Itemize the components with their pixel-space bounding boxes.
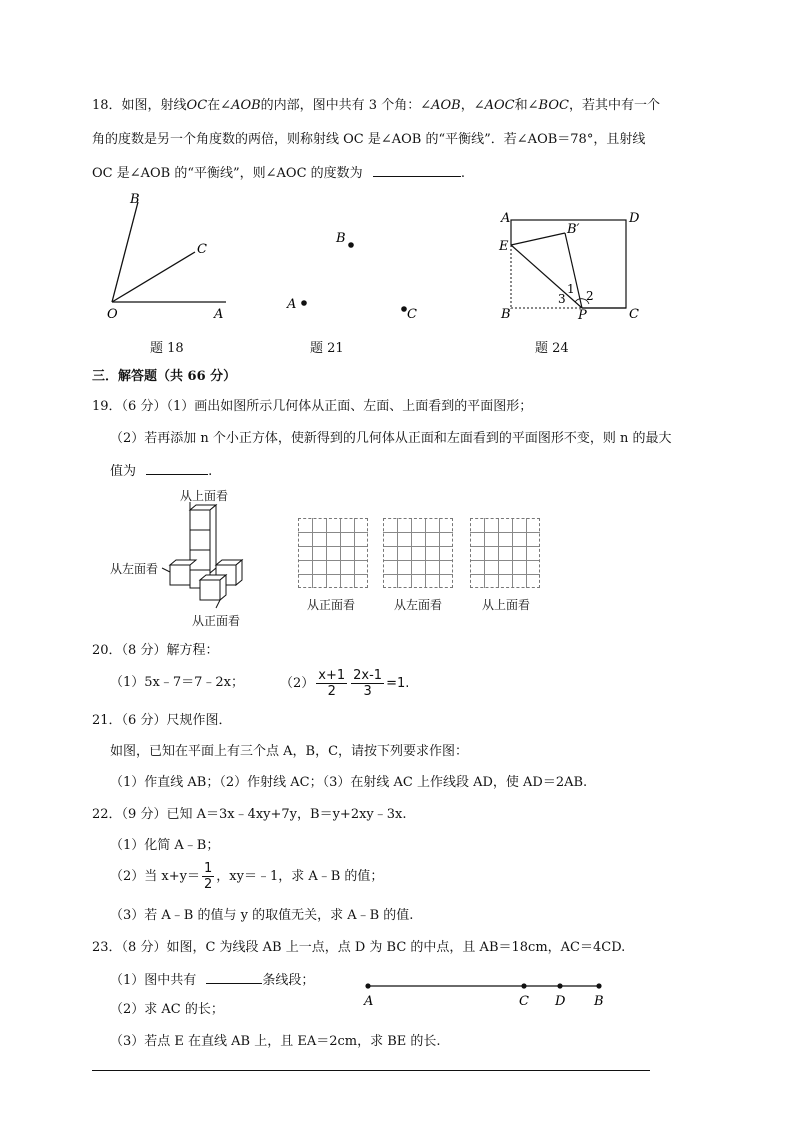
text: 18．如图，射线: [92, 98, 187, 113]
q19-line-1: 19．（6 分）（1）画出如图所示几何体从正面、左面、上面看到的平面图形；: [92, 399, 533, 414]
fraction-1: [316, 668, 347, 699]
grid-front-view[interactable]: [298, 518, 368, 588]
label-from-front: 从正面看: [192, 614, 241, 628]
text: AOB: [431, 98, 461, 113]
text: （2）当 x+y＝: [110, 869, 200, 884]
label-1: 1: [567, 282, 575, 296]
q21-line-1: 21．（6 分）尺规作图．: [92, 713, 232, 728]
caption-24: 题 24: [535, 341, 569, 356]
text: AOB: [231, 98, 261, 113]
grid-left-view[interactable]: [383, 518, 453, 588]
label-d: D: [629, 211, 640, 226]
cube-solid-figure: [160, 502, 270, 614]
label-a: A: [287, 297, 297, 312]
label-3: 3: [558, 292, 566, 306]
section-heading: 三．解答题（共 66 分）: [92, 369, 237, 384]
text: 条线段；: [262, 973, 315, 988]
q22-part-2: [110, 861, 383, 893]
q23-part-3: （3）若点 E 在直线 AB 上，且 EA＝2cm，求 BE 的长.: [110, 1034, 441, 1049]
answer-blank[interactable]: [373, 163, 461, 177]
grid-top-view[interactable]: [470, 518, 540, 588]
label-a: A: [501, 211, 511, 226]
q23-part-1: [110, 970, 314, 990]
label-b: B: [130, 192, 140, 207]
text: 值为: [110, 464, 137, 479]
figure-24: [495, 205, 645, 320]
denominator: 2: [327, 684, 336, 699]
fraction-2: [351, 668, 384, 699]
label-a: A: [364, 994, 374, 1009]
label-a: A: [214, 307, 224, 322]
text: 在∠: [207, 98, 232, 113]
q19-line-3: [110, 461, 212, 481]
figure-21: [280, 220, 430, 330]
label-c: C: [629, 307, 639, 320]
q21-line-2: 如图，已知在平面上有三个点 A，B，C，请按下列要求作图：: [110, 744, 469, 759]
text: .: [460, 166, 465, 181]
text: 和∠: [514, 98, 539, 113]
numerator: 1: [203, 861, 213, 876]
label-b-prime: B′: [567, 222, 580, 237]
q20-line-1: 20．（8 分）解方程：: [92, 643, 219, 658]
fraction-half: [202, 861, 214, 892]
label-p: P: [578, 308, 587, 320]
caption-18: 题 18: [150, 341, 184, 356]
q21-line-3: （1）作直线 AB；（2）作射线 AC；（3）在射线 AC 上作线段 AD，使 AD＝2AB.: [110, 775, 588, 790]
q19-line-2: （2）若再添加 n 个小正方体，使新得到的几何体从正面和左面看到的平面图形不变，则 n 的最大: [110, 431, 672, 446]
q23-line-1: 23．（8 分）如图，C 为线段 AB 上一点，点 D 为 BC 的中点，且 AB＝18cm，AC＝4CD.: [92, 940, 626, 955]
label-2: 2: [586, 289, 594, 303]
segment-figure: [358, 976, 618, 1012]
label-c: C: [197, 242, 207, 257]
grid-label-left: 从左面看: [394, 598, 443, 612]
text: .: [208, 464, 213, 479]
label-b: B: [501, 307, 511, 320]
text: ，∠: [460, 98, 485, 113]
answer-blank[interactable]: [206, 970, 262, 984]
label-b: B: [336, 231, 346, 246]
text: ，若其中有一个: [568, 98, 660, 113]
label-c: C: [519, 994, 529, 1009]
text: ，xy＝﹣1，求 A﹣B 的值；: [216, 869, 384, 884]
label-b: B: [594, 994, 604, 1009]
label-d: D: [555, 994, 566, 1009]
q18-line-3: [92, 163, 465, 183]
text: AOC: [484, 98, 515, 113]
label-c: C: [407, 307, 417, 322]
grid-label-front: 从正面看: [307, 598, 356, 612]
text: BOC: [538, 98, 569, 113]
label-o: O: [107, 307, 118, 322]
q22-line-1: 22．（9 分）已知 A＝3x﹣4xy+7y，B＝y+2xy﹣3x.: [92, 807, 407, 822]
label-from-top: 从上面看: [180, 489, 229, 503]
q22-part-3: （3）若 A﹣B 的值与 y 的取值无关，求 A﹣B 的值.: [110, 908, 414, 923]
label-from-left: 从左面看: [110, 562, 159, 576]
q20-part-1: （1）5x﹣7＝7﹣2x；: [110, 675, 245, 690]
q18-line-2: 角的度数是另一个角度数的两倍，则称射线 OC 是∠AOB 的“平衡线”．若∠AOB＝78°，且射线: [92, 132, 646, 147]
denominator: 2: [203, 877, 213, 892]
text: （1）图中共有: [110, 973, 197, 988]
text: =1.: [386, 676, 410, 691]
numerator: 2x-1: [353, 668, 383, 683]
text: OC: [186, 98, 208, 113]
caption-21: 题 21: [310, 341, 344, 356]
q22-part-1: （1）化简 A﹣B；: [110, 838, 220, 853]
footer-rule: [92, 1070, 650, 1071]
numerator: x+1: [318, 668, 346, 683]
denominator: 3: [363, 684, 372, 699]
grid-label-top: 从上面看: [482, 598, 531, 612]
label-e: E: [499, 239, 509, 254]
figure-18: [100, 190, 240, 325]
text: （2）: [280, 676, 315, 691]
q18-line-1: [92, 97, 660, 115]
text: 的内部，图中共有 3 个角：∠: [260, 98, 432, 113]
q20-part-2: [280, 668, 409, 700]
q23-part-2: （2）求 AC 的长；: [110, 1002, 224, 1017]
answer-blank[interactable]: [146, 461, 208, 475]
text: OC 是∠AOB 的“平衡线”，则∠AOC 的度数为: [92, 166, 363, 181]
